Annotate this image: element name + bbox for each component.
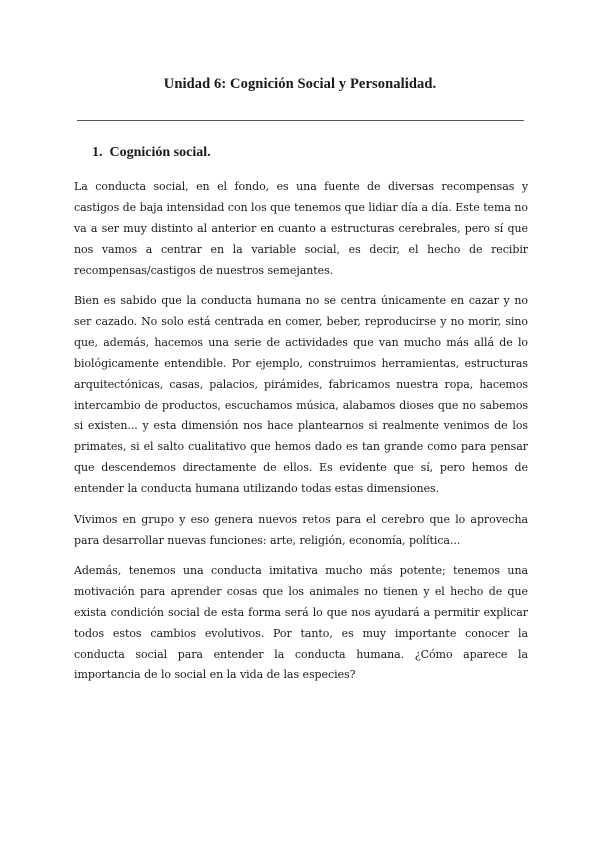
section-heading [92, 145, 211, 161]
paragraph-3: Vivimos en grupo y eso genera nuevos retos para el cerebro que lo aprovecha para desarrollar nuevas funciones: arte, religión, economía, política... [74, 512, 528, 547]
paragraph-4: Además, tenemos una conducta imitativa mucho más potente; tenemos una motivación para aprender cosas que los animales no tienen y el hecho de que exista condición social de esta forma será lo que nos ayudará a permitir explicar todos estos cambios evolutivos. Por tanto, es muy importante conocer la conducta social para entender la conducta humana. ¿Cómo aparece la importancia de lo social en la vida de las especies? [74, 563, 528, 682]
unit-title: Unidad 6: Cognición Social y Personalidad. [163, 76, 437, 92]
section-title: Cognición social. [109, 145, 211, 160]
section-number: 1. [92, 145, 103, 160]
paragraph-1: La conducta social, en el fondo, es una fuente de diversas recompensas y castigos de baja intensidad con los que tenemos que lidiar día a día. Este tema no va a ser muy distinto al anterior en cuanto a estructuras cerebrales, pero sí que nos vamos a centrar en la variable social, es decir, el hecho de recibir recompensas/castigos de nuestros semejantes. [74, 180, 528, 277]
paragraph-2: Bien es sabido que la conducta humana no se centra únicamente en cazar y no ser cazado. No solo está centrada en comer, beber, reproducirse y no morir, sino que, además, hacemos una serie de actividades que van mucho más allá de lo biológicamente entendible. Por ejemplo, construimos herramientas, estructuras arquitectónicas, casas, palacios, pirámides, fabricamos nuestra ropa, hacemos intercambio de productos, escuchamos música, alabamos dioses que no sabemos si existen... y esta dimensión nos hace plantearnos si realmente venimos de los primates, si el salto cualitativo que hemos dado es tan grande como para pensar que descendemos directamente de ellos. Es evidente que sí, pero hemos de entender la conducta humana utilizando todas estas dimensiones. [74, 294, 528, 496]
title-divider [77, 120, 524, 121]
body-text [74, 177, 528, 696]
